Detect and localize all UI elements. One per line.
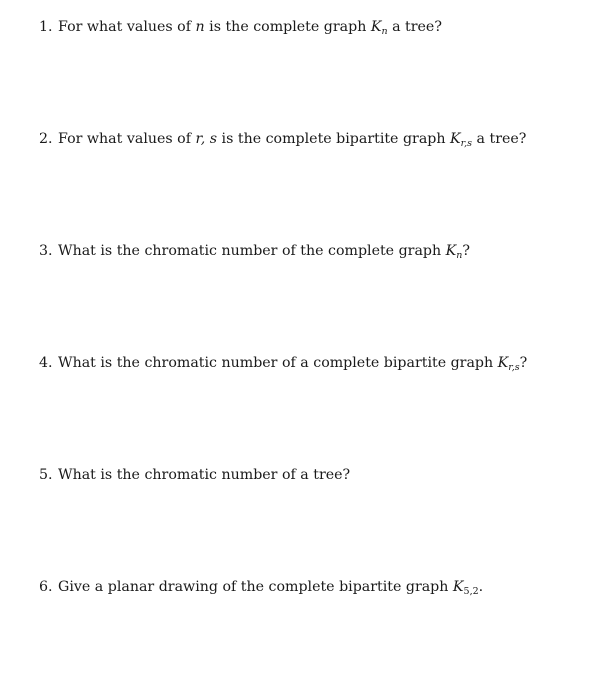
graph-subscript: r,s	[460, 138, 473, 149]
question-number: 5.	[39, 467, 53, 483]
question-5	[39, 466, 350, 484]
question-text: What is the chromatic number of a tree?	[58, 467, 351, 483]
question-1	[39, 18, 442, 36]
graph-symbol: K	[370, 19, 382, 35]
question-6	[39, 578, 483, 596]
question-text-middle: is the complete bipartite graph	[217, 131, 451, 147]
graph-symbol: K	[452, 579, 464, 595]
question-text-after: ?	[462, 243, 470, 259]
question-text-before: Give a planar drawing of the complete bipartite graph	[58, 579, 453, 595]
question-text-after: ?	[519, 355, 528, 371]
math-variable: n	[195, 19, 205, 35]
question-4	[39, 354, 527, 372]
question-number: 2.	[39, 131, 53, 147]
graph-subscript: r,s	[508, 362, 520, 373]
question-3	[39, 242, 470, 260]
question-text-after: .	[478, 579, 484, 595]
question-text-before: For what values of	[58, 131, 196, 147]
graph-subscript: 5,2	[463, 586, 479, 597]
question-text-before: For what values of	[58, 19, 196, 35]
question-number: 1.	[39, 19, 53, 35]
question-number: 3.	[39, 243, 53, 259]
graph-symbol: K	[445, 243, 457, 259]
question-text-before: What is the chromatic number of the complete graph	[58, 243, 446, 259]
graph-symbol: K	[450, 131, 461, 147]
question-2	[39, 130, 526, 148]
question-number: 4.	[39, 355, 53, 371]
graph-subscript: n	[381, 26, 388, 37]
question-number: 6.	[39, 579, 53, 595]
graph-subscript: n	[456, 250, 463, 261]
question-text-middle: is the complete graph	[204, 19, 371, 35]
graph-symbol: K	[497, 355, 509, 371]
question-text-after: a tree?	[387, 19, 442, 35]
math-variable: r, s	[195, 131, 218, 147]
question-text-before: What is the chromatic number of a complete bipartite graph	[58, 355, 498, 371]
question-text-after: a tree?	[472, 131, 527, 147]
